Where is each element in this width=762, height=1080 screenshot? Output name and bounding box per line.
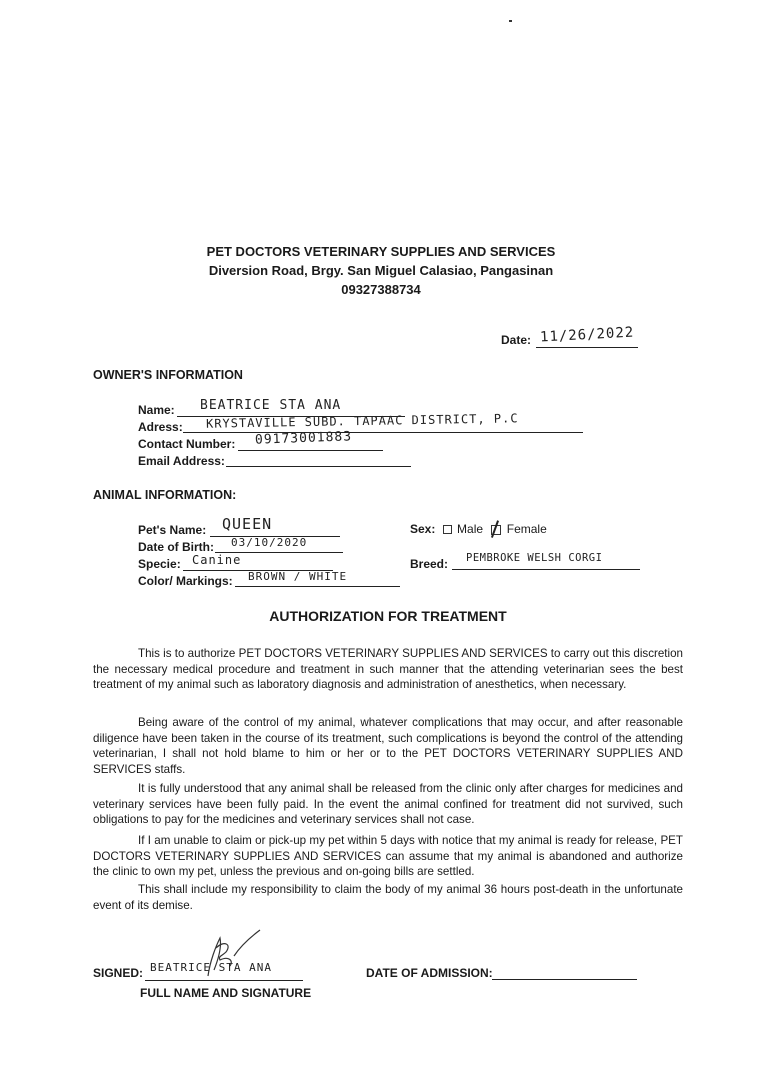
email-label: Email Address:: [138, 454, 225, 468]
pet-name-label: Pet's Name:: [138, 523, 207, 537]
breed-value[interactable]: PEMBROKE WELSH CORGI: [466, 552, 603, 564]
signed-label: SIGNED:: [93, 966, 144, 980]
breed-line: [452, 569, 640, 570]
authorization-paragraph-3: It is fully understood that any animal shall be released from the clinic only after charges for medicines and veterinary services have been fully paid. In the event the animal confined for treatment did not survived, such obligations to pay for the medicines and veterinary services shall not case.: [93, 782, 683, 826]
signed-name-value[interactable]: BEATRICE STA ANA: [150, 961, 272, 974]
signature-scribble-icon: [190, 926, 270, 982]
color-value[interactable]: BROWN / WHITE: [248, 570, 348, 583]
sex-field: [410, 522, 547, 536]
authorization-paragraph-1: This is to authorize PET DOCTORS VETERINARY SUPPLIES AND SERVICES to carry out this discretion the necessary medical procedure and treatment in such manner that the attending veterinarian sees the best treatment of my animal such as laboratory diagnosis and administration of anesthetics, when necessary.: [93, 647, 683, 691]
male-label: Male: [457, 522, 484, 536]
company-phone: 09327388734: [341, 282, 421, 297]
color-line: [235, 586, 400, 587]
animal-heading: ANIMAL INFORMATION:: [93, 488, 237, 502]
authorization-paragraph-5: This shall include my responsibility to claim the body of my animal 36 hours post-death in the unfortunate event of its demise.: [93, 883, 683, 912]
dob-value[interactable]: 03/10/2020: [231, 536, 308, 549]
owner-address-value[interactable]: KRYSTAVILLE SUBD. TAPAAC DISTRICT, P.C: [205, 411, 519, 431]
color-label: Color/ Markings:: [138, 574, 233, 588]
dob-label: Date of Birth:: [138, 540, 214, 554]
male-checkbox[interactable]: [443, 525, 452, 534]
company-name: PET DOCTORS VETERINARY SUPPLIES AND SERVICES: [206, 244, 556, 259]
authorization-paragraph-4: If I am unable to claim or pick-up my pet within 5 days with notice that my animal is ready for release, PET DOCTORS VETERINARY SUPPLIES AND SERVICES can assume that my animal is abandoned and authorize the clinic to own my pet, unless the previous and on-going bills are settled.: [93, 834, 683, 878]
company-address: Diversion Road, Brgy. San Miguel Calasiao, Pangasinan: [208, 263, 554, 278]
contact-number-line: [238, 450, 383, 451]
pet-name-value[interactable]: QUEEN: [222, 515, 273, 533]
scan-speck: [509, 20, 512, 22]
signature-caption: FULL NAME AND SIGNATURE: [140, 986, 312, 1000]
authorization-paragraph-2: Being aware of the control of my animal, whatever complications that may occur, and after reasonable diligence have been taken in the course of its treatment, such complications is beyond the control of the attending veterinarian, I shall not hold blame to him or her or to the PET DOCTORS VETERINARY SUPPLIES AND SERVICES staffs.: [93, 716, 683, 776]
contact-number-value[interactable]: 09173001883: [254, 429, 353, 448]
sex-label: Sex:: [410, 522, 436, 536]
authorization-title: AUTHORIZATION FOR TREATMENT: [269, 608, 507, 624]
date-line: [536, 347, 638, 348]
owner-name-value[interactable]: BEATRICE STA ANA: [200, 398, 342, 413]
female-checkbox-checked[interactable]: [491, 525, 501, 535]
specie-value[interactable]: Canine: [192, 553, 242, 567]
specie-label: Specie:: [138, 557, 181, 571]
owner-address-label: Adress:: [138, 420, 183, 434]
date-value[interactable]: 11/26/2022: [539, 324, 635, 346]
owner-heading: OWNER'S INFORMATION: [93, 368, 243, 382]
contact-number-label: Contact Number:: [138, 437, 236, 451]
email-line: [226, 466, 411, 467]
check-slash-icon: [491, 520, 499, 537]
date-label: Date:: [501, 333, 532, 347]
owner-name-label: Name:: [138, 403, 175, 417]
admission-label: DATE OF ADMISSION:: [366, 966, 493, 980]
female-label: Female: [506, 522, 547, 536]
owner-address-line: [183, 432, 583, 433]
breed-label: Breed:: [410, 557, 449, 571]
admission-line: [492, 979, 637, 980]
